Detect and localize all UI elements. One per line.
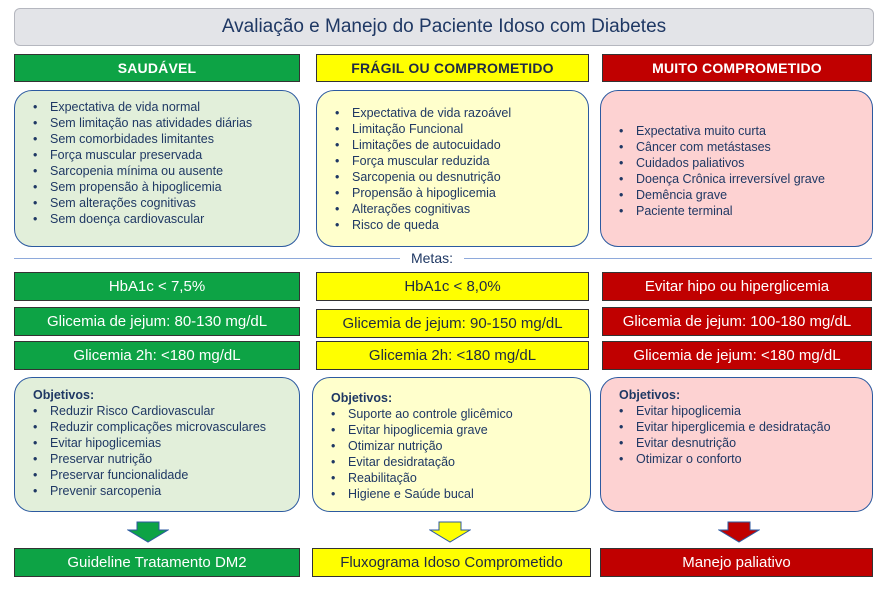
list-item: • Sem doença cardiovascular bbox=[33, 211, 291, 227]
list-item: • Evitar hipoglicemia bbox=[619, 403, 864, 419]
objectives-title: Objetivos: bbox=[33, 388, 95, 402]
list-item: • Preservar nutrição bbox=[33, 451, 291, 467]
objectives-box-muito-comprometido bbox=[600, 377, 873, 512]
list-item: • Força muscular preservada bbox=[33, 147, 291, 163]
header-muito-comprometido: MUITO COMPROMETIDO bbox=[602, 54, 872, 82]
list-item: • Suporte ao controle glicêmico bbox=[331, 406, 582, 422]
metas-label: Metas: bbox=[400, 248, 464, 268]
list-item: • Preservar funcionalidade bbox=[33, 467, 291, 483]
list-item: • Sarcopenia ou desnutrição bbox=[335, 169, 580, 185]
list-item: • Risco de queda bbox=[335, 217, 580, 233]
page-title: Avaliação e Manejo do Paciente Idoso com Diabetes bbox=[14, 8, 874, 46]
objectives-box-fragil bbox=[312, 377, 591, 512]
outcome-guideline-dm2: Guideline Tratamento DM2 bbox=[14, 548, 300, 577]
list-item: • Higiene e Saúde bucal bbox=[331, 486, 582, 502]
goal-fasting-saudavel: Glicemia de jejum: 80-130 mg/dL bbox=[14, 307, 300, 336]
goal-fasting-fragil: Glicemia de jejum: 90-150 mg/dL bbox=[316, 309, 589, 338]
arrow-down-icon bbox=[429, 521, 471, 543]
objectives-title: Objetivos: bbox=[331, 391, 393, 405]
list-item: • Otimizar nutrição bbox=[331, 438, 582, 454]
list-item: • Expectativa de vida normal bbox=[33, 99, 291, 115]
goal-fasting2-muito-comprometido: Glicemia de jejum: <180 mg/dL bbox=[602, 341, 872, 370]
list-item: • Evitar desnutrição bbox=[619, 435, 864, 451]
list-item: • Cuidados paliativos bbox=[619, 155, 864, 171]
profile-box-muito-comprometido bbox=[600, 90, 873, 247]
list-item: • Evitar hiperglicemia e desidratação bbox=[619, 419, 864, 435]
list-item: • Expectativa de vida razoável bbox=[335, 105, 580, 121]
list-item: • Demência grave bbox=[619, 187, 864, 203]
goal-hba1c-saudavel: HbA1c < 7,5% bbox=[14, 272, 300, 301]
arrow-down-icon bbox=[718, 521, 760, 543]
header-saudavel: SAUDÁVEL bbox=[14, 54, 300, 82]
goal-2h-saudavel: Glicemia 2h: <180 mg/dL bbox=[14, 341, 300, 370]
list-item: • Sem limitação nas atividades diárias bbox=[33, 115, 291, 131]
list-item: • Expectativa muito curta bbox=[619, 123, 864, 139]
list-item: • Evitar hipoglicemia grave bbox=[331, 422, 582, 438]
list-item: • Reduzir complicações microvasculares bbox=[33, 419, 291, 435]
divider-left bbox=[14, 258, 400, 259]
goal-2h-fragil: Glicemia 2h: <180 mg/dL bbox=[316, 341, 589, 370]
goal-hba1c-fragil: HbA1c < 8,0% bbox=[316, 272, 589, 301]
list-item: • Alterações cognitivas bbox=[335, 201, 580, 217]
list-item: • Paciente terminal bbox=[619, 203, 864, 219]
goal-avoid-muito-comprometido: Evitar hipo ou hiperglicemia bbox=[602, 272, 872, 301]
list-item: • Limitação Funcional bbox=[335, 121, 580, 137]
list-item: • Reabilitação bbox=[331, 470, 582, 486]
list-item: • Sem comorbidades limitantes bbox=[33, 131, 291, 147]
objectives-box-saudavel bbox=[14, 377, 300, 512]
outcome-manejo-paliativo: Manejo paliativo bbox=[600, 548, 873, 577]
goal-fasting-muito-comprometido: Glicemia de jejum: 100-180 mg/dL bbox=[602, 307, 872, 336]
divider-right bbox=[464, 258, 872, 259]
objectives-title: Objetivos: bbox=[619, 388, 681, 402]
list-item: • Evitar desidratação bbox=[331, 454, 582, 470]
arrow-down-icon bbox=[127, 521, 169, 543]
outcome-fluxograma: Fluxograma Idoso Comprometido bbox=[312, 548, 591, 577]
list-item: • Limitações de autocuidado bbox=[335, 137, 580, 153]
list-item: • Câncer com metástases bbox=[619, 139, 864, 155]
list-item: • Reduzir Risco Cardiovascular bbox=[33, 403, 291, 419]
profile-box-saudavel bbox=[14, 90, 300, 247]
list-item: • Doença Crônica irreversível grave bbox=[619, 171, 864, 187]
list-item: • Sem propensão à hipoglicemia bbox=[33, 179, 291, 195]
list-item: • Evitar hipoglicemias bbox=[33, 435, 291, 451]
profile-box-fragil bbox=[316, 90, 589, 247]
list-item: • Otimizar o conforto bbox=[619, 451, 864, 467]
list-item: • Sem alterações cognitivas bbox=[33, 195, 291, 211]
list-item: • Força muscular reduzida bbox=[335, 153, 580, 169]
list-item: • Prevenir sarcopenia bbox=[33, 483, 291, 499]
header-fragil: FRÁGIL OU COMPROMETIDO bbox=[316, 54, 589, 82]
list-item: • Sarcopenia mínima ou ausente bbox=[33, 163, 291, 179]
list-item: • Propensão à hipoglicemia bbox=[335, 185, 580, 201]
